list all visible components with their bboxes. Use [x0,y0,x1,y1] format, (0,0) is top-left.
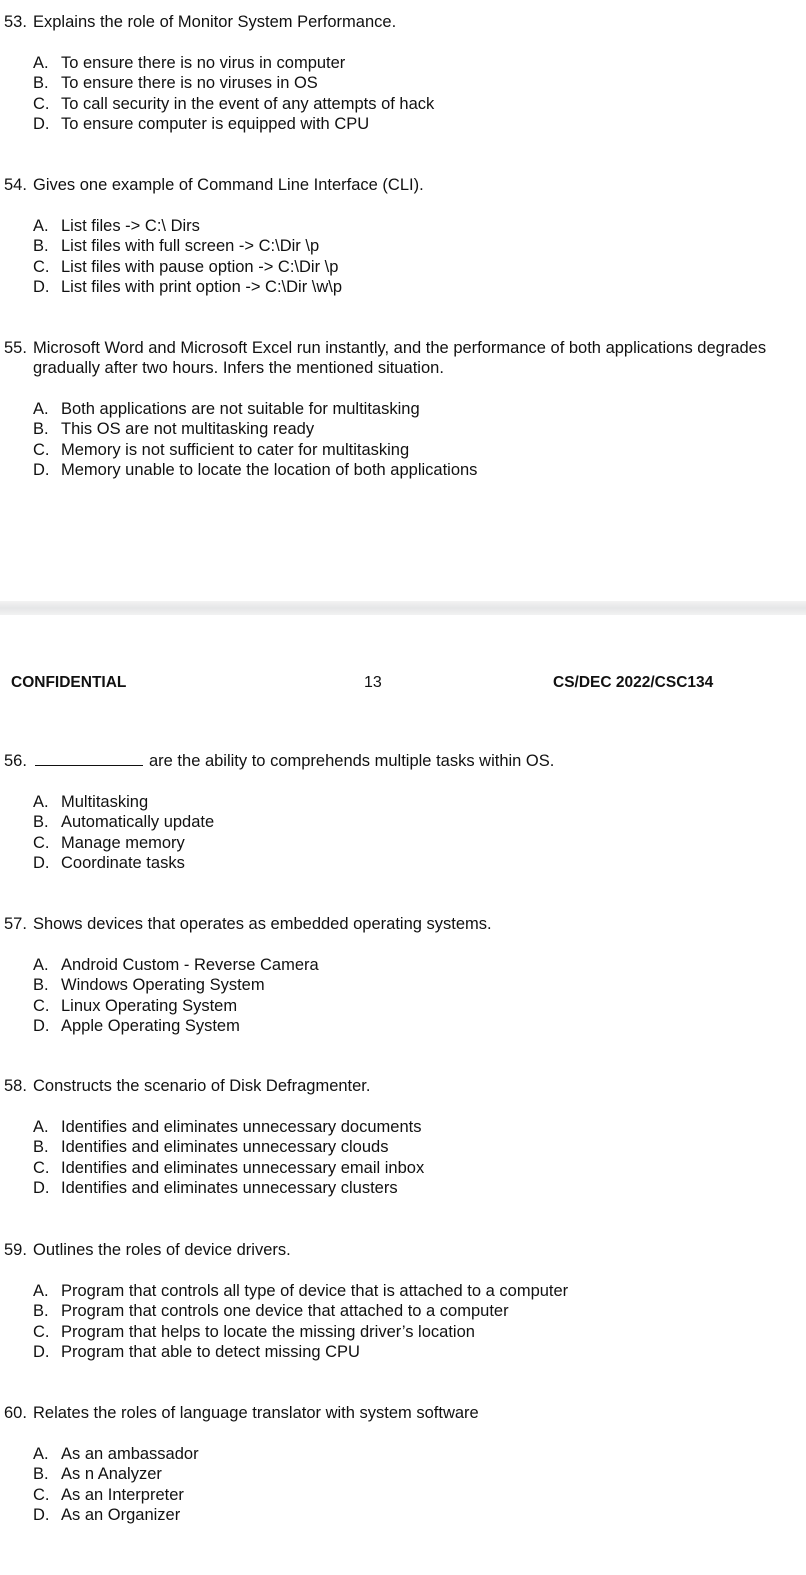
option-d [33,1505,784,1525]
question-number: 60. [4,1404,27,1422]
option-text: Coordinate tasks [61,854,185,873]
option-label: B. [33,1302,49,1321]
option-label: A. [33,1445,49,1463]
option-label: D. [33,278,50,297]
option-b [33,419,784,439]
question-number: 59. [4,1241,27,1259]
option-label: C. [33,94,50,113]
option-d [33,1342,784,1362]
option-text: Program that controls one device that attached to a computer [61,1302,509,1321]
option-label: A. [33,54,49,72]
option-label: A. [33,217,49,235]
option-c [33,1485,784,1505]
option-text: Program that controls all type of device that is attached to a computer [61,1282,569,1300]
question-60 [4,1403,784,1526]
question-56 [4,751,784,874]
option-text: Windows Operating System [61,976,265,995]
option-text: To ensure computer is equipped with CPU [61,115,370,134]
option-text: As an Interpreter [61,1485,184,1504]
option-text: As n Analyzer [61,1465,162,1484]
option-label: B. [33,813,49,832]
option-a [33,1117,784,1137]
option-b [33,812,784,832]
option-label: D. [33,461,50,480]
options-list [33,1117,784,1199]
option-label: B. [33,976,49,995]
option-b [33,236,784,256]
option-text: List files with full screen -> C:\Dir \p [61,237,320,256]
option-a [33,399,784,419]
option-b [33,1464,784,1484]
option-label: A. [33,1118,49,1136]
option-text: Identifies and eliminates unnecessary email inbox [61,1158,425,1177]
option-c [33,833,784,853]
question-text: Explains the role of Monitor System Performance. [33,13,397,31]
option-text: Multitasking [61,793,149,811]
question-text: Microsoft Word and Microsoft Excel run instantly, and the performance of both applications degrades gradually after two hours. Infers the mentioned situation. [33,339,767,377]
options-list [33,1281,784,1363]
question-number: 56. [4,752,27,770]
question-text: are the ability to comprehends multiple tasks within OS. [149,752,555,770]
option-label: B. [33,1138,49,1157]
option-b [33,1137,784,1157]
option-label: D. [33,1343,50,1362]
option-text: Android Custom - Reverse Camera [61,956,319,974]
option-label: C. [33,996,50,1015]
option-text: As an Organizer [61,1506,181,1525]
option-c [33,94,784,114]
option-label: A. [33,956,49,974]
question-59 [4,1240,784,1363]
option-label: C. [33,833,50,852]
option-text: List files with pause option -> C:\Dir \p [61,257,339,276]
option-a [33,53,784,73]
question-54 [4,175,784,298]
option-text: As an ambassador [61,1445,199,1463]
question-53 [4,12,784,135]
options-list [33,216,784,298]
option-label: C. [33,1485,50,1504]
option-a [33,1281,784,1301]
option-c [33,996,784,1016]
option-text: Memory is not sufficient to cater for multitasking [61,440,410,459]
option-d [33,114,784,134]
options-list [33,955,784,1037]
question-text: Outlines the roles of device drivers. [33,1241,291,1259]
option-text: Identifies and eliminates unnecessary documents [61,1118,422,1136]
page-number: 13 [364,674,382,691]
option-text: Program that helps to locate the missing driver’s location [61,1322,475,1341]
option-d [33,460,784,480]
option-label: D. [33,1179,50,1198]
option-a [33,955,784,975]
option-label: A. [33,1282,49,1300]
options-list [33,792,784,874]
question-text: Shows devices that operates as embedded operating systems. [33,915,492,933]
option-text: List files with print option -> C:\Dir \w\p [61,278,343,297]
option-c [33,440,784,460]
option-text: Automatically update [61,813,215,832]
option-b [33,73,784,93]
option-label: A. [33,400,49,418]
header-paper-code: CS/DEC 2022/CSC134 [553,674,714,691]
option-label: C. [33,1158,50,1177]
page-break-divider [0,601,806,615]
option-text: List files -> C:\ Dirs [61,217,200,235]
option-a [33,1444,784,1464]
option-text: Memory unable to locate the location of both applications [61,461,478,480]
option-label: A. [33,793,49,811]
option-label: D. [33,1017,50,1036]
option-c [33,257,784,277]
option-label: B. [33,1465,49,1484]
option-text: This OS are not multitasking ready [61,420,315,439]
option-text: Identifies and eliminates unnecessary clusters [61,1179,398,1198]
option-label: C. [33,440,50,459]
option-text: Both applications are not suitable for multitasking [61,400,420,418]
question-55 [4,338,784,481]
question-text: Relates the roles of language translator with system software [33,1404,479,1422]
option-text: To ensure there is no viruses in OS [61,74,318,93]
question-58 [4,1076,784,1199]
question-57 [4,914,784,1037]
option-text: Apple Operating System [61,1017,240,1036]
option-text: Identifies and eliminates unnecessary clouds [61,1138,389,1157]
option-text: To call security in the event of any attempts of hack [61,94,435,113]
option-label: D. [33,115,50,134]
option-text: Manage memory [61,833,185,852]
option-label: D. [33,1506,50,1525]
question-number: 57. [4,915,27,933]
option-c [33,1158,784,1178]
option-text: Program that able to detect missing CPU [61,1343,360,1362]
option-label: C. [33,1322,50,1341]
header-confidential: CONFIDENTIAL [11,674,127,691]
option-a [33,216,784,236]
options-list [33,1444,784,1526]
option-d [33,853,784,873]
options-list [33,399,784,481]
question-number: 58. [4,1077,27,1095]
question-number: 55. [4,339,27,357]
option-d [33,1016,784,1036]
option-b [33,1301,784,1321]
option-d [33,277,784,297]
option-label: C. [33,257,50,276]
question-number: 53. [4,13,27,31]
option-text: Linux Operating System [61,996,238,1015]
option-label: B. [33,237,49,256]
option-b [33,975,784,995]
option-c [33,1322,784,1342]
question-text: Gives one example of Command Line Interface (CLI). [33,176,424,194]
question-number: 54. [4,176,27,194]
answer-blank [35,751,143,766]
option-text: To ensure there is no virus in computer [61,54,346,72]
options-list [33,53,784,135]
option-label: B. [33,74,49,93]
option-a [33,792,784,812]
option-d [33,1178,784,1198]
question-text: Constructs the scenario of Disk Defragmenter. [33,1077,371,1095]
option-label: D. [33,854,50,873]
option-label: B. [33,420,49,439]
